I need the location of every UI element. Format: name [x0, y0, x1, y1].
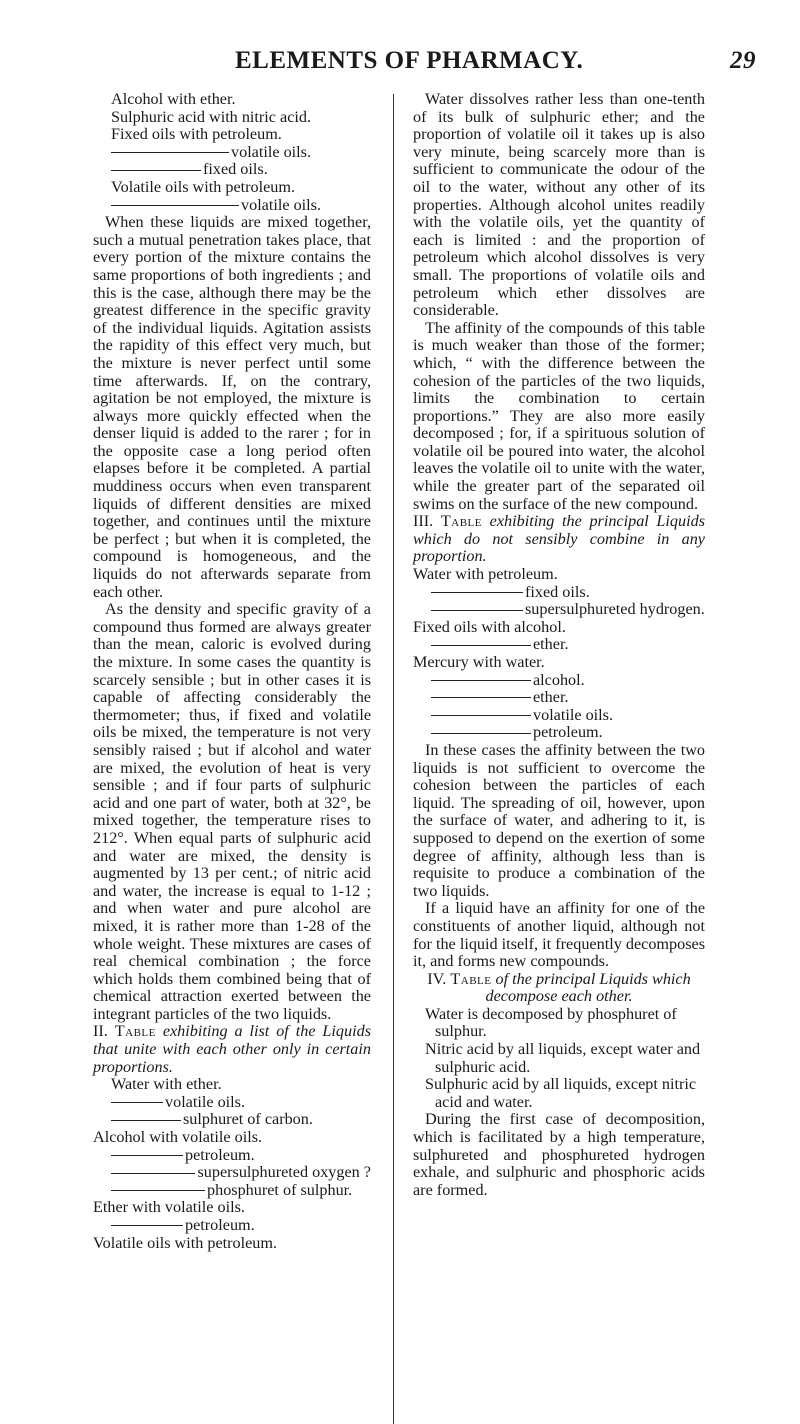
table-number: III. [413, 512, 434, 531]
page-number: 29 [730, 47, 756, 74]
list-item [93, 1094, 371, 1112]
list-item [413, 601, 705, 619]
ditto-dash [111, 205, 239, 206]
list-item: Volatile oils with petroleum. [93, 1233, 278, 1252]
list-item-text: alcohol. [533, 670, 585, 689]
list-item-text: phosphuret of sulphur. [207, 1180, 353, 1199]
list-item [413, 724, 705, 742]
list-item-text: ether. [533, 688, 569, 707]
ditto-dash [431, 680, 531, 681]
table-number: II. [93, 1022, 108, 1041]
table-number: IV. [427, 969, 447, 988]
paragraph: As the density and specific gravity of a compound thus formed are always greater than the mean, caloric is evolved during the mixture. In some cases the quantity is scarcely sensible ; but in other cases it is capable of affecting considerably the thermometer; thus, if fixed and volatile oils be mixed, the temperature is not very sensibly raised ; but if alcohol and water are mixed, the evolution of heat is very sensible ; and if four parts of sulphuric acid and one part of water, both at 32°, be mixed together, the temperature rises to 212°. When equal parts of sulphuric acid and water are mixed, the density is augmented by 13 per cent.; of nitric acid and water, the increase is equal to 1-12 ; and when water and pure alcohol are mixed, it is rather more than 1-28 of the whole weight. These mixtures are cases of real chemical combination ; the force which holds them combined being that of chemical attraction exerted between the integrant particles of the two liquids. [93, 600, 371, 1023]
right-column [413, 91, 705, 1199]
ditto-dash [111, 152, 229, 153]
list-item: Volatile oils with petroleum. [111, 177, 296, 196]
list-item-text: volatile oils. [533, 705, 614, 724]
ditto-dash [431, 610, 523, 611]
list-item-text: ether. [533, 635, 569, 654]
list-item-text: supersulphureted oxygen ? [197, 1163, 371, 1182]
list-item-text: fixed oils. [525, 582, 590, 601]
ditto-dash [111, 1225, 183, 1226]
ditto-dash [431, 645, 531, 646]
paragraph: During the first case of decomposition, which is facilitated by a high temperature, sulphureted and phosphureted hydrogen exhale, and sulphuric and phosphoric acids are formed. [413, 1110, 705, 1199]
list-item [93, 1182, 371, 1200]
table-label: Table [114, 1022, 156, 1041]
list-item [413, 672, 705, 690]
paragraph: If a liquid have an affinity for one of the constituents of another liquid, although not for the liquid itself, it frequently decomposes it, and forms new compounds. [413, 899, 705, 971]
table-title: exhibiting the principal Liquids which do not sensibly combine in any proportion. [413, 512, 706, 566]
ditto-dash [431, 715, 531, 716]
list-item-text: sulphuret of carbon. [183, 1110, 313, 1129]
list-item: Sulphuric acid with nitric acid. [111, 107, 312, 126]
list-item [93, 1111, 371, 1129]
column-divider [393, 94, 394, 1424]
list-item-text: petroleum. [185, 1216, 255, 1234]
paragraph: The affinity of the compounds of this table is much weaker than those of the former; which, “ with the difference between the cohesion of the particles of the two liquids, limits the combination to certain proportions.” They are also more easily decomposed ; for, if a spirituous solution of volatile oil be poured into water, the alcohol leaves the volatile oil to unite with the water, while the greater part of the separated oil swims on the surface of the new compound. [413, 318, 705, 513]
list-item: Ether with volatile oils. [93, 1198, 245, 1217]
list-item: Nitric acid by all liquids, except water and sulphuric acid. [425, 1040, 701, 1076]
table-heading [413, 513, 705, 566]
running-title: ELEMENTS OF PHARMACY. [235, 47, 584, 74]
list-item: Fixed oils with petroleum. [111, 125, 282, 144]
ditto-dash [431, 697, 531, 698]
table-label: Table [450, 969, 492, 988]
list-item-text: fixed oils. [203, 160, 268, 179]
list-item: Alcohol with ether. [111, 90, 236, 108]
ditto-dash [111, 1155, 183, 1156]
ditto-dash [111, 1102, 163, 1103]
running-header [0, 47, 800, 79]
table-heading [413, 971, 705, 1006]
list-item-text: volatile oils. [231, 142, 312, 161]
list-item-text: petroleum. [185, 1145, 255, 1164]
list-item [413, 707, 705, 725]
ditto-dash [431, 592, 523, 593]
list-item: Water with petroleum. [413, 565, 558, 584]
list-item-text: volatile oils. [165, 1092, 246, 1111]
list-item [93, 144, 371, 162]
list-item [93, 161, 371, 179]
list-item [93, 197, 371, 215]
paragraph: Water dissolves rather less than one-tenth of its bulk of sulphuric ether; and the proportion of volatile oil it takes up is also very minute, being scarcely more than is sufficient to communicate the odour of the oil to the water, without any other of its properties. Although alcohol unites readily with the volatile oils, yet the quantity of each is limited : and the proportion of petroleum which alcohol dissolves is very small. The proportions of volatile oils and petroleum which ether dissolves are considerable. [413, 90, 705, 320]
list-item [413, 689, 705, 707]
list-item: Sulphuric acid by all liquids, except nitric acid and water. [425, 1075, 697, 1111]
list-item-text: supersulphureted hydrogen. [525, 600, 705, 619]
list-item: Water with ether. [111, 1075, 222, 1094]
paragraph: In these cases the affinity between the two liquids is not sufficient to overcome the cohesion between the particles of each liquid. The spreading of oil, however, upon the surface of water, and adhering to it, is supposed to depend on the exertion of some degree of affinity, although less than is requisite to produce a combination of the two liquids. [413, 740, 705, 900]
list-item [413, 584, 705, 602]
list-item [93, 1217, 371, 1235]
ditto-dash [111, 1120, 181, 1121]
ditto-dash [111, 1173, 195, 1174]
list-item [93, 1164, 371, 1182]
list-item: Water is decomposed by phosphuret of sulphur. [425, 1004, 677, 1041]
table-title: exhibiting a list of the Liquids that unite with each other only in certain proportions. [93, 1022, 372, 1076]
list-item-text: volatile oils. [241, 195, 322, 214]
table-title: of the principal Liquids which decompose each other. [485, 969, 691, 1006]
list-item [93, 1147, 371, 1165]
table-heading [93, 1023, 371, 1076]
table-label: Table [440, 512, 482, 531]
list-item [413, 636, 705, 654]
ditto-dash [431, 733, 531, 734]
list-item: Mercury with water. [413, 653, 545, 671]
ditto-dash [111, 1190, 205, 1191]
list-item-text: petroleum. [533, 723, 603, 742]
list-item: Fixed oils with alcohol. [413, 617, 566, 636]
left-column [93, 91, 371, 1252]
paragraph: When these liquids are mixed together, such a mutual penetration takes place, that every portion of the mixture contains the same proportions of both ingredients ; and this is the case, although there may be the greatest difference in the specific gravity of the individual liquids. Agitation assists the rapidity of this effect very much, but the mixture is never perfect until some time afterwards. If, on the contrary, agitation be not employed, the mixture is always more quickly effected when the denser liquid is added to the rarer ; for in the opposite case a long period often elapses before it be completed. A partial muddiness occurs when even transparent liquids of different densities are mixed together, and continues until the mixture be perfect ; but when it is completed, the compound is homogeneous, and the liquids do not afterwards separate from each other. [93, 213, 371, 601]
ditto-dash [111, 170, 201, 171]
list-item: Alcohol with volatile oils. [93, 1128, 263, 1147]
